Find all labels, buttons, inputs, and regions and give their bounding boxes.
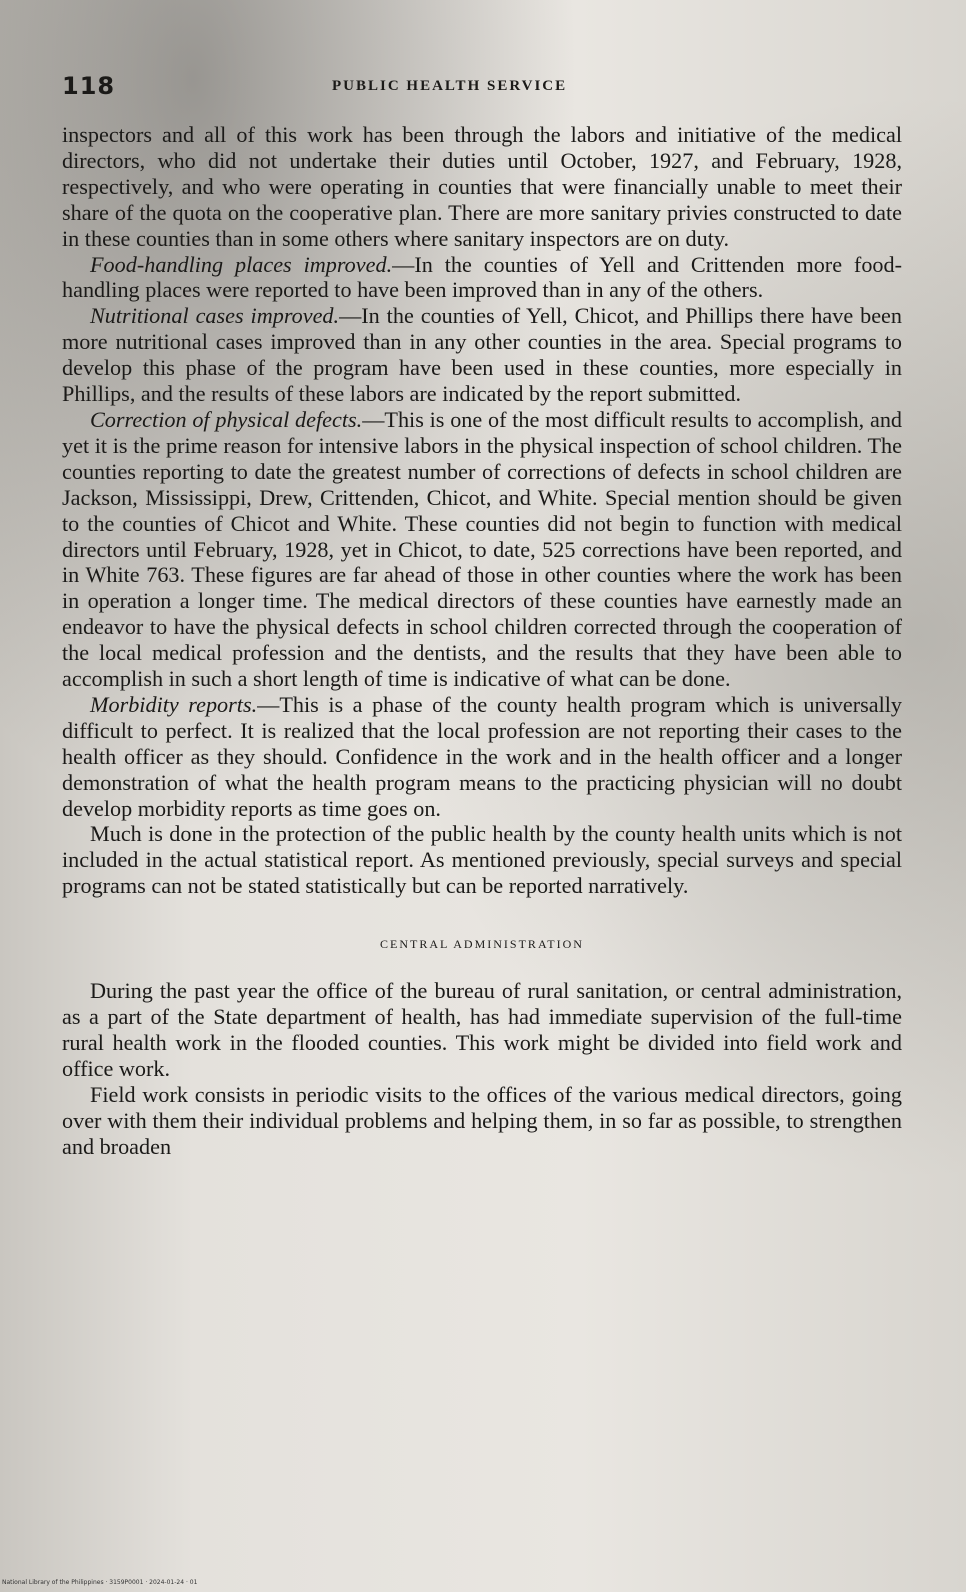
scan-watermark: National Library of the Philippines · 3159P0001 · 2024-01-24 · 01 bbox=[2, 1579, 198, 1586]
paragraph bbox=[62, 692, 902, 822]
paragraph-heading: Correction of physical defects. bbox=[90, 406, 363, 432]
page-number: 118 bbox=[62, 72, 116, 100]
paragraph-text: —In the counties of Yell, Chicot, and Phillips there have been more nutritional cases improved than in any other counties in the area. Special programs to develop this phase of the program have been used in these counties, more especially in Phillips, and the results of these labors are indicated by the report submitted. bbox=[62, 303, 902, 407]
paragraph-heading: Nutritional cases improved. bbox=[90, 303, 340, 329]
running-head: PUBLIC HEALTH SERVICE bbox=[332, 78, 568, 94]
paragraph-heading: Morbidity reports. bbox=[90, 691, 258, 717]
paragraph: Much is done in the protection of the public health by the county health units which is not included in the actual statistical report. As mentioned previously, special surveys and special programs can not be stated statistically but can be reported narratively. bbox=[62, 821, 902, 899]
paragraph-heading: Food-handling places improved. bbox=[90, 251, 393, 277]
page-header bbox=[62, 72, 902, 108]
body-text bbox=[62, 122, 902, 1160]
paragraph: inspectors and all of this work has been through the labors and initiative of the medical directors, who did not undertake their duties until October, 1927, and February, 1928, respectively, and who were operating in counties that were financially unable to meet their share of the quota on the cooperative plan. There are more sanitary privies constructed to date in these counties than in some others where sanitary inspectors are on duty. bbox=[62, 122, 902, 251]
paragraph: Field work consists in periodic visits to the offices of the various medical directors, going over with them their individual problems and helping them, in so far as possible, to strengthen and broaden bbox=[62, 1081, 902, 1159]
paragraph bbox=[62, 252, 902, 304]
paragraph-text: —This is a phase of the county health program which is universally difficult to perfect. It is realized that the local profession are not reporting their cases to the health officer as they should. Confidence in the work and in the health officer and a longer demonstration of what the health program means to the practicing physician will no doubt develop morbidity reports as time goes on. bbox=[62, 691, 902, 821]
paragraph bbox=[62, 303, 902, 407]
paragraph-text: —This is one of the most difficult results to accomplish, and yet it is the prime reason for intensive labors in the physical inspection of school children. The counties reporting to date the greatest number of corrections of defects in school children are Jackson, Mississippi, Drew, Crittenden, Chicot, and White. Special mention should be given to the counties of Chicot and White. These counties did not begin to function with medical directors until February, 1928, yet in Chicot, to date, 525 corrections have been reported, and in White 763. These figures are far ahead of those in other counties where the work has been in operation a longer time. The medical directors of these counties have earnestly made an endeavor to have the physical defects in school children corrected through the cooperation of the local medical profession and the dentists, and the results that they have been able to accomplish in such a short length of time is indicative of what can be done. bbox=[62, 406, 903, 692]
paragraph bbox=[62, 407, 902, 692]
paragraph: During the past year the office of the bureau of rural sanitation, or central administration, as a part of the State department of health, has had immediate supervision of the full-time rural health work in the flooded counties. This work might be divided into field work and office work. bbox=[62, 978, 902, 1081]
paragraph-text: —In the counties of Yell and Crittenden more food-handling places were reported to have been improved than in any of the others. bbox=[62, 251, 902, 303]
section-title: CENTRAL ADMINISTRATION bbox=[380, 937, 584, 952]
